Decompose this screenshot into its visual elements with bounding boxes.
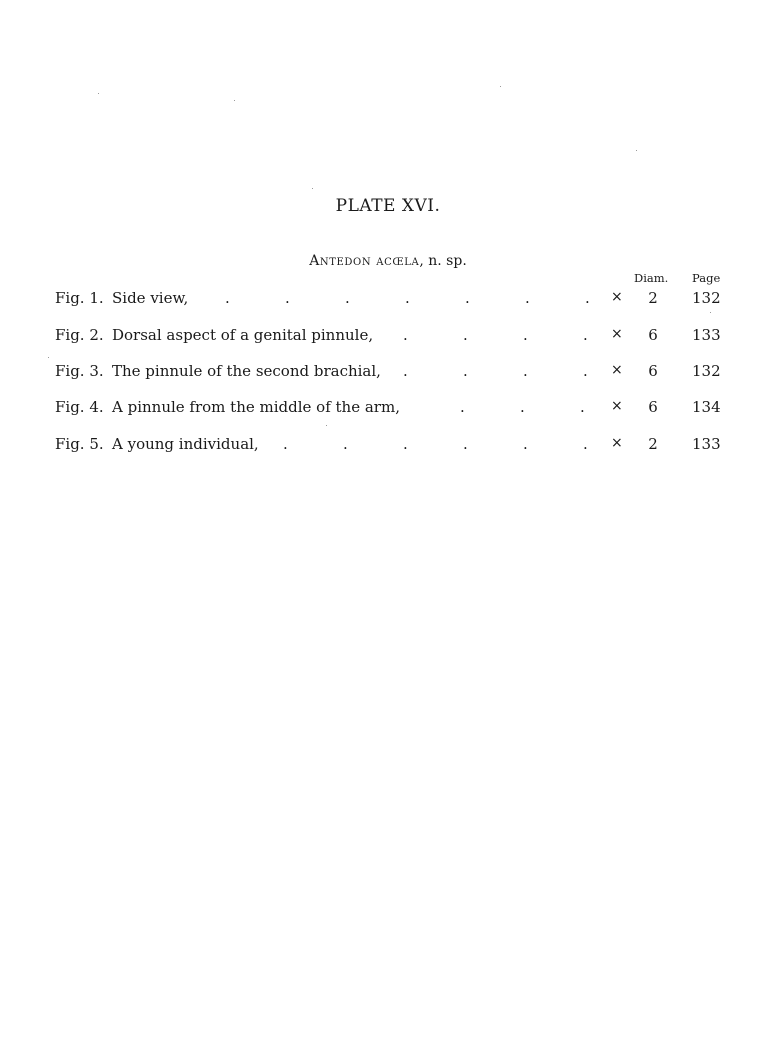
figure-row-1	[55, 289, 725, 311]
leader-dot: .	[403, 435, 408, 453]
leader-dot: .	[525, 289, 530, 307]
leader-dot: .	[465, 289, 470, 307]
magnification-value: 6	[648, 326, 658, 344]
magnification-value: 2	[648, 435, 658, 453]
times-sign: ×	[611, 289, 623, 305]
leader-dot: .	[345, 289, 350, 307]
page-number: 134	[692, 398, 721, 416]
leader-dot: .	[523, 362, 528, 380]
leader-dot: .	[403, 326, 408, 344]
figure-row-4	[55, 398, 725, 420]
scan-speck	[710, 312, 711, 313]
leader-dot: .	[460, 398, 465, 416]
figure-number: Fig. 5.	[55, 435, 104, 453]
figure-row-3	[55, 362, 725, 384]
scan-speck	[234, 100, 235, 101]
figure-row-5	[55, 435, 725, 457]
magnification-value: 6	[648, 398, 658, 416]
times-sign: ×	[611, 398, 623, 414]
scan-speck	[500, 86, 501, 87]
leader-dot: .	[405, 289, 410, 307]
leader-dot: .	[520, 398, 525, 416]
leader-dot: .	[463, 326, 468, 344]
leader-dot: .	[580, 398, 585, 416]
figure-description: The pinnule of the second brachial,	[112, 362, 381, 380]
leader-dot: .	[523, 326, 528, 344]
magnification-value: 6	[648, 362, 658, 380]
leader-dot: .	[523, 435, 528, 453]
species-suffix: , n. sp.	[419, 253, 467, 269]
times-sign: ×	[611, 362, 623, 378]
leader-dot: .	[463, 435, 468, 453]
figure-number: Fig. 2.	[55, 326, 104, 344]
times-sign: ×	[611, 435, 623, 451]
page-number: 133	[692, 435, 721, 453]
scan-speck	[326, 425, 327, 426]
leader-dot: .	[583, 326, 588, 344]
figure-description: Side view,	[112, 289, 189, 307]
figure-description: A pinnule from the middle of the arm,	[112, 398, 400, 416]
leader-dot: .	[283, 435, 288, 453]
diam-column-header: Diam.	[634, 271, 669, 285]
figure-description: Dorsal aspect of a genital pinnule,	[112, 326, 374, 344]
species-heading	[0, 253, 776, 269]
page-column-header: Page	[692, 271, 721, 285]
scan-speck	[48, 357, 49, 358]
magnification-value: 2	[648, 289, 658, 307]
figure-row-2	[55, 326, 725, 348]
leader-dot: .	[583, 435, 588, 453]
leader-dot: .	[585, 289, 590, 307]
figure-number: Fig. 1.	[55, 289, 104, 307]
leader-dot: .	[343, 435, 348, 453]
leader-dot: .	[285, 289, 290, 307]
plate-title: PLATE XVI.	[335, 196, 441, 216]
leader-dot: .	[463, 362, 468, 380]
leader-dot: .	[583, 362, 588, 380]
figure-number: Fig. 4.	[55, 398, 104, 416]
page-number: 132	[692, 362, 721, 380]
leader-dot: .	[225, 289, 230, 307]
times-sign: ×	[611, 326, 623, 342]
scan-speck	[312, 188, 313, 189]
page-number: 133	[692, 326, 721, 344]
leader-dot: .	[403, 362, 408, 380]
scan-speck	[636, 150, 637, 151]
figure-description: A young individual,	[112, 435, 259, 453]
page-number: 132	[692, 289, 721, 307]
figure-number: Fig. 3.	[55, 362, 104, 380]
species-name: Antedon acœla	[309, 253, 420, 269]
scan-speck	[98, 93, 99, 94]
